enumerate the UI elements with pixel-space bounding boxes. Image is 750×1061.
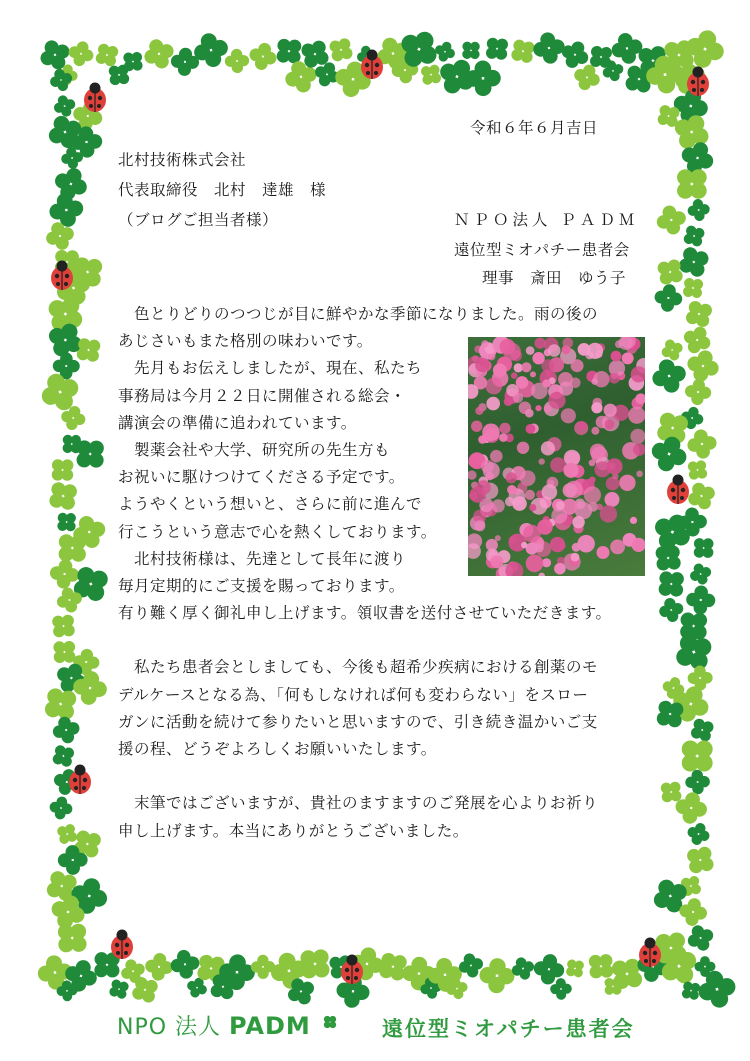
azalea-blossom — [506, 472, 517, 483]
clover-icon — [680, 612, 707, 639]
clover-icon — [660, 338, 684, 362]
body-line: ようやくという想いと、さらに前に進んで — [118, 495, 423, 514]
body-line: 色とりどりのつつじが目に鮮やかな季節になりました。雨の後の — [118, 305, 599, 323]
clover-icon — [677, 169, 707, 199]
footer-org-name — [117, 1010, 311, 1041]
azalea-blossom — [590, 444, 606, 460]
azalea-blossom — [542, 379, 550, 387]
azalea-blossom — [471, 421, 482, 432]
azalea-blossom — [596, 504, 602, 510]
azalea-blossom — [517, 442, 529, 454]
clover-icon — [656, 700, 685, 729]
clover-icon — [328, 37, 353, 62]
azalea-blossom — [589, 477, 596, 484]
clover-icon — [654, 203, 688, 237]
azalea-blossom — [561, 408, 576, 423]
clover-icon — [420, 64, 442, 86]
clover-icon — [510, 39, 535, 64]
clover-icon — [683, 767, 712, 796]
azalea-blossom — [475, 358, 490, 373]
clover-icon — [685, 348, 722, 385]
body-line: 製薬会社や大学、研究所の先生方も — [118, 440, 391, 459]
footer-padm: PADM — [229, 1012, 311, 1040]
clover-icon — [76, 337, 101, 362]
azalea-blossom — [483, 462, 500, 479]
clover-icon — [123, 52, 143, 72]
azalea-blossom — [572, 516, 584, 528]
azalea-blossom — [535, 543, 544, 552]
clover-icon — [682, 741, 713, 772]
clover-icon — [52, 744, 76, 768]
azalea-blossom — [584, 486, 601, 503]
clover-icon — [56, 823, 78, 845]
body-line: デルケースとなる為、「何もしなければ何も変わらない」をスロー — [118, 685, 589, 704]
azalea-blossom — [503, 343, 521, 361]
clover-icon — [108, 978, 129, 999]
azalea-blossom — [619, 475, 635, 491]
azalea-blossom — [535, 405, 541, 411]
body-line: 講演会の準備に追われています。 — [118, 413, 357, 432]
clover-icon — [685, 300, 714, 329]
azalea-blossom — [488, 353, 495, 360]
azalea-blossom — [630, 429, 645, 444]
clover-icon — [688, 562, 712, 586]
azalea-blossom — [636, 471, 643, 478]
clover-icon — [682, 277, 703, 298]
azalea-blossom — [562, 345, 571, 354]
clover-icon — [560, 40, 590, 70]
clover-icon — [530, 29, 567, 66]
clover-icon — [47, 794, 74, 821]
body-line: 申し上げます。本当にありがとうございました。 — [118, 821, 469, 840]
paragraph-gap — [118, 627, 658, 654]
clover-icon — [58, 923, 87, 952]
clover-icon — [433, 40, 456, 63]
azalea-blossom — [606, 458, 622, 474]
recipient-company: 北村技術株式会社 — [118, 151, 247, 169]
azalea-blossom — [511, 372, 518, 379]
azalea-blossom — [571, 359, 584, 372]
azalea-blossom — [563, 463, 578, 478]
azalea-blossom — [486, 397, 500, 411]
clover-icon — [46, 190, 86, 230]
clover-icon — [677, 896, 710, 929]
body-line: ガンに活動を続けて参りたいと思いますので、引き続き温かいご支 — [118, 712, 598, 731]
clover-icon — [247, 41, 279, 73]
azalea-blossom — [532, 352, 544, 364]
azalea-blossom — [587, 343, 603, 359]
azalea-blossom — [591, 427, 599, 435]
clover-icon — [683, 376, 714, 407]
body-line: 先月もお伝えしましたが、現在、私たち — [118, 359, 423, 378]
azalea-blossom — [499, 423, 510, 434]
clover-icon — [685, 427, 720, 462]
body-line: 有り難く厚く御礼申し上げます。領収書を送付させていただきます。 — [118, 604, 612, 623]
clover-icon — [674, 632, 713, 671]
sender-org: ＮＰＯ法人 ＰＡＤＭ — [454, 211, 639, 229]
azalea-blossom — [542, 558, 551, 567]
clover-icon — [143, 950, 176, 983]
azalea-blossom — [512, 496, 527, 511]
azalea-blossom — [470, 487, 486, 503]
clover-icon — [462, 42, 480, 60]
azalea-blossom — [493, 363, 507, 377]
azalea-blossom — [539, 458, 545, 464]
azalea-blossom — [525, 409, 534, 418]
azalea-blossom — [597, 546, 610, 559]
azalea-blossom — [525, 490, 535, 500]
clover-icon — [142, 37, 176, 71]
clover-icon — [686, 197, 712, 223]
azalea-blossom — [611, 351, 622, 362]
azalea-blossom — [492, 499, 505, 512]
azalea-blossom — [622, 352, 634, 364]
azalea-blossom — [482, 424, 500, 442]
clover-icon — [66, 39, 95, 68]
azalea-blossom — [610, 540, 625, 555]
azalea-blossom — [530, 371, 536, 377]
azalea-blossom — [516, 376, 529, 389]
azalea-blossom — [606, 477, 620, 491]
body-line: お祝いに駆けつけてくださる予定です。 — [118, 468, 405, 487]
clover-icon — [686, 821, 712, 847]
clover-icon — [57, 513, 76, 532]
azalea-blossom — [578, 421, 586, 429]
clover-icon — [660, 781, 682, 803]
clover-icon — [48, 481, 78, 511]
azalea-blossom — [499, 433, 508, 442]
body-line: 私たち患者会としましても、今後も超希少疾病における創薬のモ — [118, 658, 599, 677]
letter-date: 令和６年６月吉日 — [470, 119, 599, 137]
clover-icon — [52, 94, 77, 119]
clover-icon — [588, 954, 613, 979]
azalea-blossom — [481, 340, 489, 348]
clover-icon — [609, 30, 645, 66]
body-line: 毎月定期的にご支援を賜っております。 — [118, 576, 405, 595]
clover-icon — [655, 545, 681, 571]
azalea-blossom — [548, 344, 561, 357]
clover-icon — [683, 583, 718, 618]
clover-icon — [565, 959, 584, 978]
clover-icon — [572, 63, 602, 93]
clover-icon — [682, 325, 712, 355]
clover-icon — [687, 460, 707, 480]
sender-name: 理事 斎田 ゆう子 — [482, 269, 627, 287]
azalea-blossom — [513, 393, 523, 403]
body-line: 事務局は今月２２日に開催される総会・ — [118, 386, 407, 405]
body-line: 行こうという意志で心を熱くしております。 — [118, 522, 437, 541]
azalea-blossom — [541, 441, 555, 455]
clover-icon — [694, 538, 714, 558]
azalea-blossom — [630, 517, 637, 524]
clover-icon — [76, 440, 104, 468]
clover-icon — [59, 534, 87, 562]
azalea-blossom — [521, 542, 527, 548]
azalea-blossom — [571, 553, 580, 562]
azalea-blossom — [559, 382, 573, 396]
azalea-blossom — [526, 555, 544, 573]
azalea-blossom — [526, 424, 536, 434]
azalea-blossom — [556, 501, 565, 510]
clover-icon — [52, 459, 74, 481]
body-line: 北村技術様は、先達として長年に渡り — [118, 549, 407, 568]
azalea-blossom — [521, 362, 531, 372]
azalea-blossom — [563, 483, 577, 497]
clover-icon — [656, 258, 683, 285]
azalea-blossom — [589, 460, 596, 467]
ladybug-icon — [69, 765, 91, 795]
azalea-blossom — [559, 543, 566, 550]
clover-icon — [44, 687, 78, 721]
paragraph-gap — [118, 763, 658, 790]
azalea-blossom — [468, 470, 477, 479]
azalea-blossom — [554, 563, 566, 575]
azalea-blossom — [475, 407, 483, 415]
clover-icon — [52, 614, 75, 637]
clover-icon — [276, 38, 301, 63]
azalea-blossom — [495, 535, 501, 541]
clover-icon — [686, 923, 715, 952]
clover-icon — [476, 955, 518, 997]
azalea-blossom — [526, 346, 535, 355]
azalea-blossom — [605, 492, 620, 507]
clover-icon — [300, 949, 330, 979]
azalea-blossom — [490, 450, 503, 463]
azalea-blossom — [572, 543, 581, 552]
clover-icon — [53, 641, 75, 663]
clover-icon — [690, 717, 715, 742]
azalea-blossom — [628, 407, 645, 424]
azalea-blossom — [485, 378, 502, 395]
azalea-blossom — [529, 504, 536, 511]
clover-icon — [658, 571, 684, 597]
azalea-blossom — [604, 404, 617, 417]
sender-group: 遠位型ミオパチー患者会 — [454, 241, 630, 259]
ladybug-icon — [111, 930, 133, 960]
azalea-blossom — [577, 535, 595, 553]
clover-icon — [681, 981, 701, 1001]
body-line: 末筆ではございますが、貴社のますますのご発展を心よりお祈り — [118, 794, 599, 813]
clover-icon — [322, 1014, 338, 1030]
clover-icon — [686, 481, 716, 511]
azalea-blossom — [538, 573, 545, 576]
footer-group-name: 遠位型ミオパチー患者会 — [382, 1017, 635, 1041]
footer-prefix: NPO 法人 — [117, 1015, 222, 1040]
clover-icon — [168, 947, 202, 981]
clover-icon — [51, 714, 82, 745]
azalea-blossom — [504, 397, 513, 406]
azalea-blossom — [491, 555, 504, 568]
azalea-blossom — [507, 485, 517, 495]
azalea-blossom — [474, 520, 485, 531]
body-line: 援の程、どうぞよろしくお願いいたします。 — [118, 740, 437, 758]
recipient-note: （ブログご担当者様） — [118, 211, 279, 229]
recipient-person: 代表取締役 北村 達雄 様 — [118, 181, 327, 199]
azalea-blossom — [537, 519, 552, 534]
clover-icon — [686, 846, 715, 875]
body-line: あじさいもまた格別の味わいです。 — [118, 332, 373, 351]
azalea-blossom — [542, 484, 558, 500]
azalea-blossom — [605, 420, 615, 430]
azalea-blossom — [609, 373, 620, 384]
clover-icon — [683, 224, 706, 247]
ladybug-icon — [84, 83, 106, 113]
azalea-blossom — [591, 378, 598, 385]
ladybug-icon — [667, 475, 689, 505]
azalea-photo — [468, 337, 645, 576]
clover-icon — [95, 43, 120, 68]
clover-icon — [486, 37, 509, 60]
azalea-blossom — [591, 402, 602, 413]
